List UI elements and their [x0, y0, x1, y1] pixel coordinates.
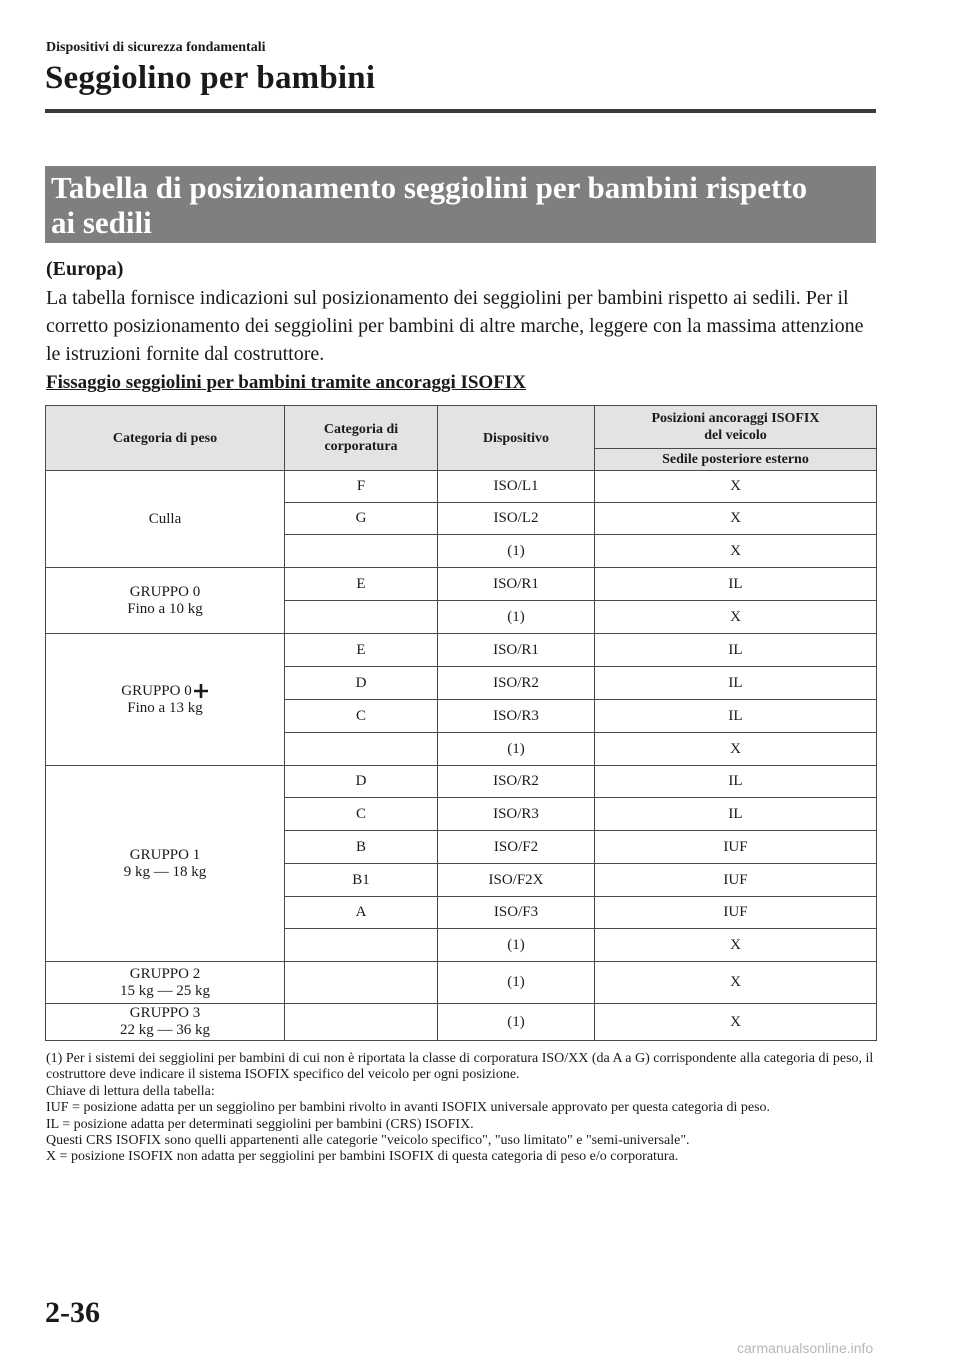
key-iuf: IUF = posizione adatta per un seggiolino per bambini rivolto in avanti ISOFIX universale approvato per questa categoria di peso. — [46, 1100, 771, 1116]
group-0-plus — [46, 634, 285, 766]
cell-device: ISO/R1 — [438, 634, 595, 667]
group-0-plus-range: Fino a 13 kg — [127, 699, 203, 716]
cell-size: C — [285, 798, 438, 831]
group-1-name: GRUPPO 1 — [129, 846, 201, 863]
table-notes — [46, 1051, 876, 1166]
cell-position: X — [595, 471, 877, 503]
cell-position: IUF — [595, 831, 877, 864]
cell-position: X — [595, 503, 877, 535]
cell-size — [285, 535, 438, 568]
group-0-plus-name: GRUPPO 0 — [121, 682, 192, 699]
group-0 — [46, 568, 285, 634]
group-3-range: 22 kg — 36 kg — [120, 1022, 210, 1038]
cell-size: B — [285, 831, 438, 864]
cell-position: X — [595, 1004, 877, 1041]
cell-position: IL — [595, 766, 877, 798]
plus-icon — [193, 683, 209, 699]
cell-device: (1) — [438, 535, 595, 568]
watermark: carmanualsonline.info — [737, 1340, 874, 1356]
group-culla-name: Culla — [148, 510, 182, 527]
cell-position: X — [595, 962, 877, 1004]
cell-device: ISO/R2 — [438, 766, 595, 798]
page-title: Seggiolino per bambini — [45, 60, 376, 96]
cell-position: X — [595, 733, 877, 766]
cell-device: (1) — [438, 962, 595, 1004]
group-0-name: GRUPPO 0 — [129, 583, 201, 600]
cell-device: ISO/R1 — [438, 568, 595, 601]
group-1-range: 9 kg — 18 kg — [123, 863, 207, 880]
header-device: Dispositivo — [438, 406, 595, 471]
cell-size: A — [285, 897, 438, 929]
cell-device: (1) — [438, 601, 595, 634]
cell-device: ISO/L1 — [438, 471, 595, 503]
cell-position: IL — [595, 568, 877, 601]
cell-position: IL — [595, 798, 877, 831]
table-subheading: Fissaggio seggiolini per bambini tramite ancoraggi ISOFIX — [46, 372, 526, 393]
cell-device: ISO/F3 — [438, 897, 595, 929]
footnote-1: (1) Per i sistemi dei seggiolini per bambini di cui non è riportata la classe di corporatura ISO/XX (da A a G) corrispondente alla categoria di peso, il costruttore deve indicare il sistema ISOFIX specifico del veicolo per ogni posizione. — [46, 1051, 874, 1083]
header-size-line-2: corporatura — [324, 439, 398, 454]
table-row — [46, 471, 877, 503]
cell-position: IL — [595, 634, 877, 667]
header-rear-outer-seat: Sedile posteriore esterno — [595, 449, 877, 471]
group-3-name: GRUPPO 3 — [129, 1005, 201, 1021]
cell-device: ISO/R2 — [438, 667, 595, 700]
page-number: 2-36 — [45, 1296, 100, 1329]
key-il: IL = posizione adatta per determinati seggiolini per bambini (CRS) ISOFIX. — [46, 1116, 474, 1132]
cell-size: B1 — [285, 864, 438, 897]
cell-size: D — [285, 766, 438, 798]
cell-device: ISO/F2 — [438, 831, 595, 864]
header-size-category — [285, 406, 438, 471]
table-row — [46, 568, 877, 601]
cell-position: X — [595, 601, 877, 634]
title-divider — [45, 109, 876, 113]
cell-size: D — [285, 667, 438, 700]
cell-position: X — [595, 535, 877, 568]
region-label: (Europa) — [46, 258, 124, 280]
cell-size: F — [285, 471, 438, 503]
cell-device: (1) — [438, 929, 595, 962]
group-culla — [46, 471, 285, 568]
banner-line-1: Tabella di posizionamento seggiolini per bambini rispetto — [51, 170, 808, 205]
cell-size: G — [285, 503, 438, 535]
table-row — [46, 1004, 877, 1041]
key-x: X = posizione ISOFIX non adatta per seggiolini per bambini ISOFIX di questa categoria di peso e/o corporatura. — [46, 1149, 679, 1165]
cell-position: IUF — [595, 897, 877, 929]
header-positions-line-1: Posizioni ancoraggi ISOFIX — [651, 411, 820, 426]
table-row — [46, 634, 877, 667]
key-crs: Questi CRS ISOFIX sono quelli appartenenti alle categorie "veicolo specifico", "uso limitato" e "semi-universale". — [46, 1133, 690, 1149]
cell-size: E — [285, 634, 438, 667]
cell-device: (1) — [438, 1004, 595, 1041]
cell-device: ISO/R3 — [438, 700, 595, 733]
cell-size — [285, 601, 438, 634]
cell-position: IL — [595, 700, 877, 733]
cell-device: ISO/L2 — [438, 503, 595, 535]
cell-device: (1) — [438, 733, 595, 766]
table-header-row — [46, 406, 877, 449]
cell-position: IL — [595, 667, 877, 700]
table-row — [46, 766, 877, 798]
group-2-range: 15 kg — 25 kg — [120, 982, 210, 999]
cell-position: X — [595, 929, 877, 962]
cell-size: C — [285, 700, 438, 733]
cell-size — [285, 1004, 438, 1041]
group-2-name: GRUPPO 2 — [129, 965, 201, 982]
key-title: Chiave di lettura della tabella: — [46, 1083, 215, 1099]
group-3 — [46, 1004, 285, 1041]
header-weight-category: Categoria di peso — [46, 406, 285, 471]
isofix-table — [45, 405, 877, 1041]
cell-size: E — [285, 568, 438, 601]
cell-device: ISO/R3 — [438, 798, 595, 831]
banner-line-2: ai sedili — [51, 205, 152, 240]
header-size-line-1: Categoria di — [323, 422, 399, 437]
header-isofix-positions — [595, 406, 877, 449]
header-positions-line-2: del veicolo — [704, 428, 767, 443]
cell-size — [285, 929, 438, 962]
cell-position: IUF — [595, 864, 877, 897]
group-2 — [46, 962, 285, 1004]
section-label: Dispositivi di sicurezza fondamentali — [46, 40, 266, 55]
group-1 — [46, 766, 285, 962]
cell-size — [285, 962, 438, 1004]
section-banner — [45, 166, 876, 243]
table-row — [46, 962, 877, 1004]
cell-size — [285, 733, 438, 766]
intro-paragraph: La tabella fornisce indicazioni sul posizionamento dei seggiolini per bambini rispetto ai sedili. Per il corretto posizionamento dei seggiolini per bambini di altre marche, leggere con la massima attenzione le istruzioni fornite dal costruttore. — [46, 287, 864, 365]
cell-device: ISO/F2X — [438, 864, 595, 897]
group-0-range: Fino a 10 kg — [127, 600, 203, 617]
